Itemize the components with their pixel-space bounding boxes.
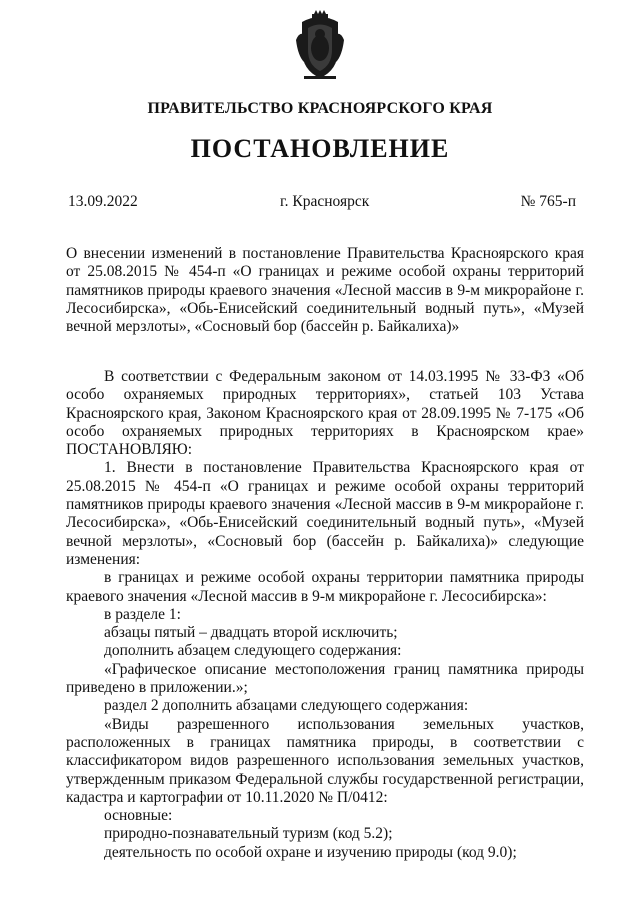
body-paragraph: дополнить абзацем следующего содержания: <box>104 642 402 660</box>
body-paragraph: в границах и режиме особой охраны территории памятника природы краевого значения «Лесной массив в 9-м микрорайоне г. Лесосибирска»: <box>66 569 584 605</box>
body-paragraph: раздел 2 дополнить абзацами следующего содержания: <box>104 697 469 715</box>
body-paragraph: природно-познавательный туризм (код 5.2); <box>104 825 393 843</box>
document-number: № 765-п <box>520 193 576 210</box>
body-paragraph: абзацы пятый – двадцать второй исключить; <box>104 624 398 642</box>
document-title <box>66 245 584 336</box>
body-paragraph: основные: <box>104 807 173 825</box>
coat-of-arms-emblem <box>292 10 348 82</box>
document-city: г. Красноярск <box>280 193 370 210</box>
body-paragraph: «Виды разрешенного использования земельных участков, расположенных в границах памятника природы, в соответствии с классификатором видов разрешенного использования земельных участков, утвержденным приказом Федеральной службы государственной регистрации, кадастра и картографии от 10.11.2020 № П/0412: <box>66 715 584 806</box>
document-body <box>66 368 584 862</box>
body-paragraph: В соответствии с Федеральным законом от 14.03.1995 № 33-ФЗ «Об особо охраняемых природных территориях», статьей 103 Устава Красноярского края, Законом Красноярского края от 28.09.1995 № 7-175 «Об особо охраняемых природных территориях в Красноярском крае» ПОСТАНОВЛЯЮ: <box>66 368 584 459</box>
document-date: 13.09.2022 <box>68 193 138 210</box>
document-type: ПОСТАНОВЛЕНИЕ <box>190 134 450 163</box>
body-paragraph: в разделе 1: <box>104 605 181 623</box>
body-paragraph: «Графическое описание местоположения границ памятника природы приведено в приложении.»; <box>66 660 584 697</box>
body-paragraph: 1. Внести в постановление Правительства Красноярского края от 25.08.2015 № 454-п «О границах и режиме особой охраны территорий памятников природы краевого значения «Лесной массив в 9-м микрорайоне г. Лесосибирска», «Обь-Енисейский соединительный водный путь», «Музей вечной мерзлоты», «Сосновый бор (бассейн р. Байкалиха)» следующие изменения: <box>66 459 584 568</box>
organization-name: ПРАВИТЕЛЬСТВО КРАСНОЯРСКОГО КРАЯ <box>147 100 493 117</box>
title-text: О внесении изменений в постановление Правительства Красноярского края от 25.08.2015 № 454-п «О границах и режиме особой охраны территорий памятников природы краевого значения «Лесной массив в 9-м микрорайоне г. Лесосибирска», «Обь-Енисейский соединительный водный путь», «Музей вечной мерзлоты», «Сосновый бор (бассейн р. Байкалиха)» <box>66 245 584 336</box>
body-paragraph: деятельность по особой охране и изучению природы (код 9.0); <box>104 843 517 861</box>
